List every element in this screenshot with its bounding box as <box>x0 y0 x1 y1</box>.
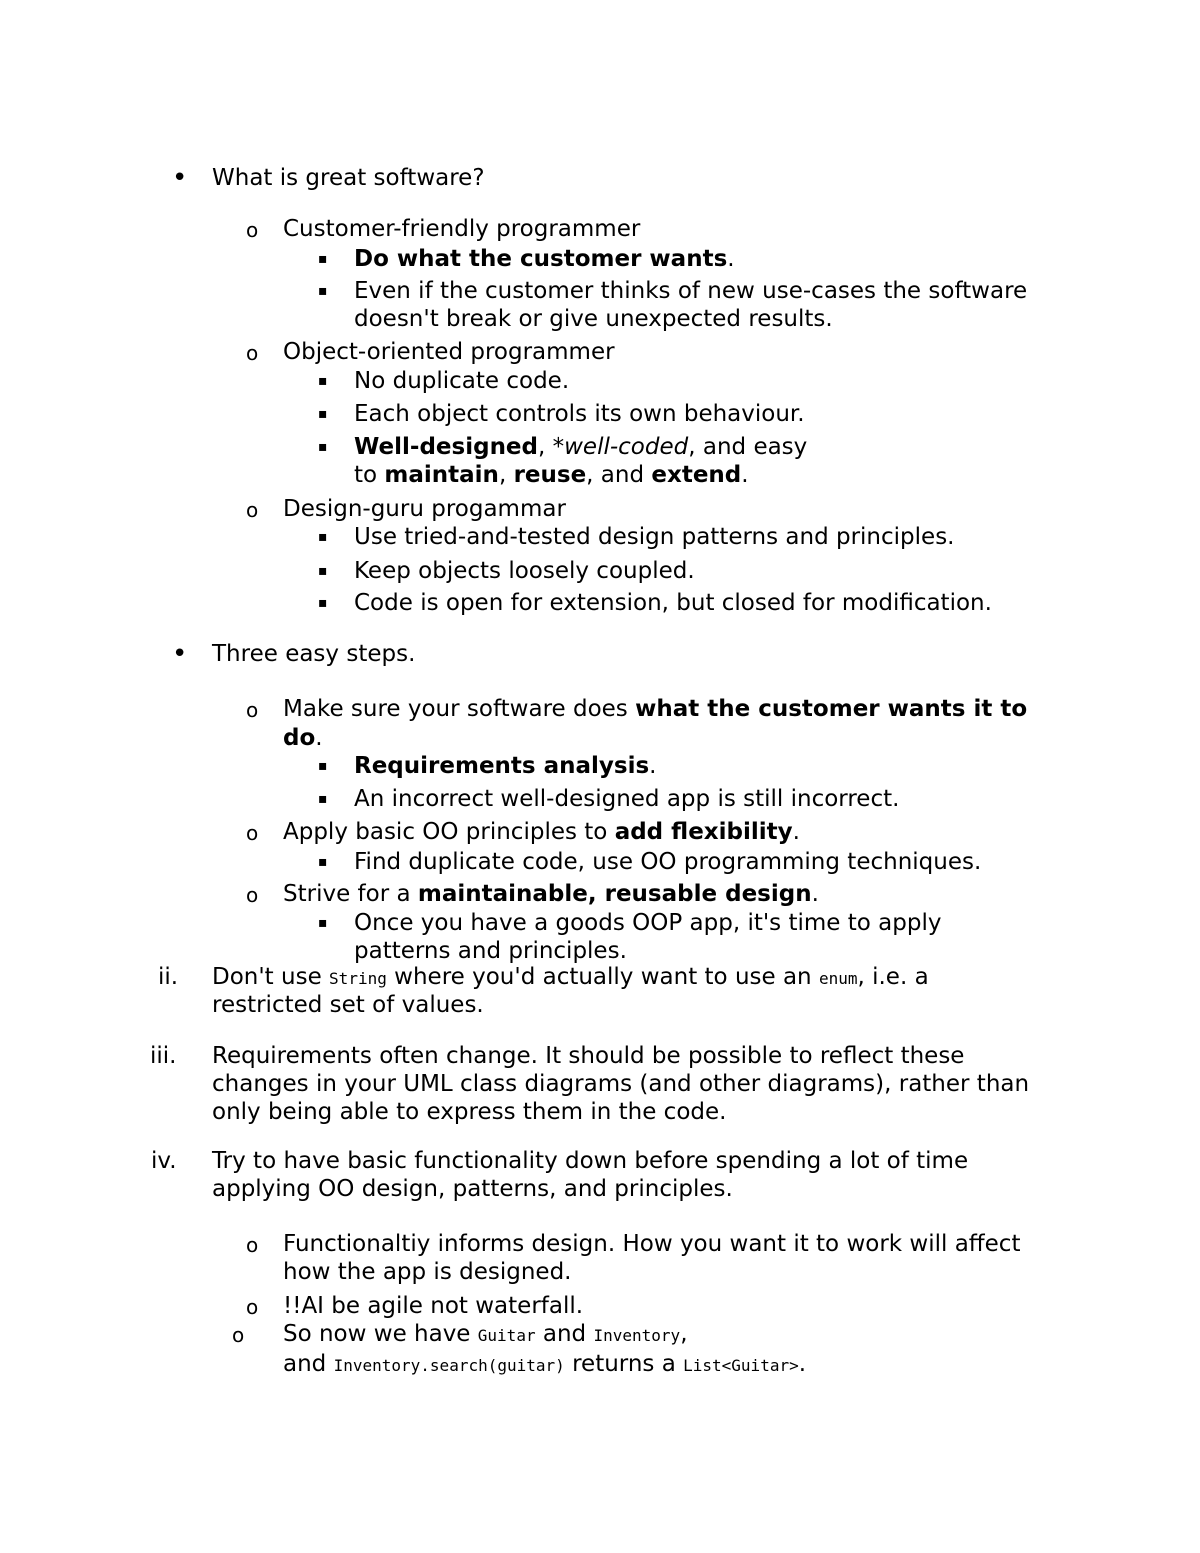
customer-item-2-line-2: doesn't break or give unexpected results. <box>354 306 833 332</box>
section-heading-great-software: What is great software? <box>212 165 485 191</box>
oo-item-2: Each object controls its own behaviour. <box>354 401 805 427</box>
circle-marker: o <box>246 698 259 722</box>
circle-marker: o <box>246 821 259 845</box>
roman-marker-ii: ii. <box>158 964 179 990</box>
step-2-sub-1: Find duplicate code, use OO programming techniques. <box>354 849 982 875</box>
bullet-marker: • <box>172 163 188 193</box>
square-marker: ▪ <box>318 439 328 455</box>
step-1-sub-2: An incorrect well-designed app is still incorrect. <box>354 786 900 812</box>
square-marker: ▪ <box>318 283 328 299</box>
square-marker: ▪ <box>318 251 328 267</box>
step-3-line: Strive for a maintainable, reusable design. <box>283 881 819 907</box>
circle-marker: o <box>246 883 259 907</box>
iv-sub-3-line-1: So now we have Guitar and Inventory, <box>283 1321 688 1347</box>
item-ii-line-2: restricted set of values. <box>212 992 484 1018</box>
item-iii-line-1: Requirements often change. It should be possible to reflect these <box>212 1043 965 1069</box>
oo-item-3-line-1: Well-designed, *well-coded, and easy <box>354 434 808 460</box>
step-1-line-2: do. <box>283 725 323 751</box>
step-3-sub-1-line-1: Once you have a goods OOP app, it's time to apply <box>354 910 942 936</box>
customer-item-1: Do what the customer wants. <box>354 246 735 272</box>
square-marker: ▪ <box>318 373 328 389</box>
circle-marker: o <box>246 1233 259 1257</box>
circle-marker: o <box>246 218 259 242</box>
square-marker: ▪ <box>318 791 328 807</box>
section-heading-three-steps: Three easy steps. <box>212 641 416 667</box>
customer-item-2-line-1: Even if the customer thinks of new use-cases the software <box>354 278 1028 304</box>
square-marker: ▪ <box>318 529 328 545</box>
circle-marker: o <box>246 1295 259 1319</box>
roman-marker-iv: iv. <box>151 1148 177 1174</box>
roman-marker-iii: iii. <box>150 1043 177 1069</box>
circle-marker: o <box>232 1323 245 1347</box>
step-1-sub-1: Requirements analysis. <box>354 753 657 779</box>
square-marker: ▪ <box>318 595 328 611</box>
iv-sub-1-line-1: Functionaltiy informs design. How you want it to work will affect <box>283 1231 1021 1257</box>
item-iv-line-1: Try to have basic functionality down before spending a lot of time <box>212 1148 969 1174</box>
item-iii-line-3: only being able to express them in the code. <box>212 1099 727 1125</box>
bullet-marker: • <box>172 639 188 669</box>
guru-item-3: Code is open for extension, but closed for modification. <box>354 590 992 616</box>
square-marker: ▪ <box>318 563 328 579</box>
item-ii-line-1: Don't use String where you'd actually want to use an enum, i.e. a <box>212 964 929 990</box>
oo-item-1: No duplicate code. <box>354 368 570 394</box>
iv-sub-1-line-2: how the app is designed. <box>283 1259 572 1285</box>
square-marker: ▪ <box>318 915 328 931</box>
step-1-line-1: Make sure your software does what the customer wants it to <box>283 696 1028 722</box>
circle-marker: o <box>246 498 259 522</box>
square-marker: ▪ <box>318 406 328 422</box>
oo-item-3-line-2: to maintain, reuse, and extend. <box>354 462 749 488</box>
guru-item-1: Use tried-and-tested design patterns and principles. <box>354 524 955 550</box>
design-guru-label: Design-guru progammar <box>283 496 566 522</box>
square-marker: ▪ <box>318 854 328 870</box>
object-oriented-label: Object-oriented programmer <box>283 339 615 365</box>
guru-item-2: Keep objects loosely coupled. <box>354 558 695 584</box>
iv-sub-3-line-2: and Inventory.search(guitar) returns a List<Guitar>. <box>283 1351 807 1377</box>
item-iv-line-2: applying OO design, patterns, and principles. <box>212 1176 733 1202</box>
step-2-line: Apply basic OO principles to add flexibility. <box>283 819 800 845</box>
customer-friendly-label: Customer-friendly programmer <box>283 216 641 242</box>
square-marker: ▪ <box>318 758 328 774</box>
item-iii-line-2: changes in your UML class diagrams (and other diagrams), rather than <box>212 1071 1030 1097</box>
circle-marker: o <box>246 341 259 365</box>
iv-sub-2: !!AI be agile not waterfall. <box>283 1293 584 1319</box>
step-3-sub-1-line-2: patterns and principles. <box>354 938 627 964</box>
